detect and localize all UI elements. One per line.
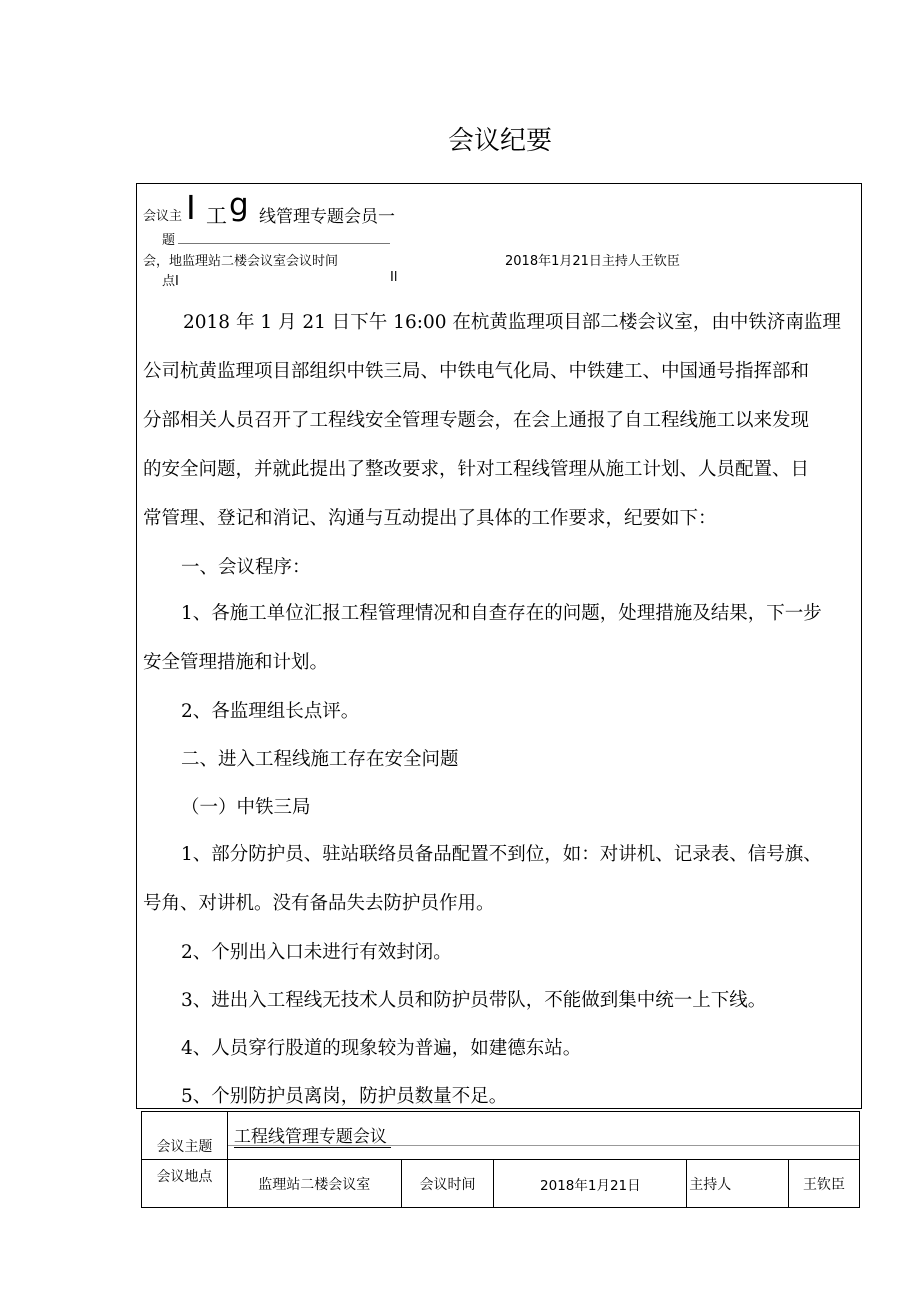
item-1 bbox=[143, 589, 863, 687]
intro-paragraph bbox=[143, 298, 863, 543]
subject-rule bbox=[228, 1145, 859, 1146]
location-label: 会，地 bbox=[143, 254, 183, 269]
issue-1-line: 1、部分防护员、驻站联络员备品配置不到位，如：对讲机、记录表、信号旗、 bbox=[181, 844, 822, 865]
section-1-heading: 一、会议程序： bbox=[181, 557, 311, 578]
subject-glyph-3: g bbox=[229, 187, 249, 223]
location-label-cell: 会议地点 bbox=[142, 1160, 228, 1208]
subject-text: 线管理专题会员一 bbox=[259, 207, 395, 227]
subject-value-cell bbox=[227, 1112, 859, 1160]
intro-line: 2018 年 1 月 21 日下午 16:00 在杭黄监理项目部二楼会议室，由中铁济南监理 bbox=[183, 312, 841, 333]
issue-2: 2、个别出入口未进行有效封闭。 bbox=[181, 942, 452, 963]
intro-line: 公司杭黄监理项目部组织中铁三局、中铁电气化局、中铁建工、中国通号指挥部和 bbox=[143, 361, 810, 382]
location-value-cell: 监理站二楼会议室 bbox=[227, 1160, 401, 1208]
table-row bbox=[142, 1160, 860, 1208]
subject-label-2: 题 bbox=[162, 233, 176, 248]
subject-glyph-1: I bbox=[186, 188, 196, 227]
intro-line: 分部相关人员召开了工程线安全管理专题会，在会上通报了自工程线施工以来发现 bbox=[143, 410, 810, 431]
host-value-cell: 王钦臣 bbox=[789, 1160, 860, 1208]
intro-line: 常管理、登记和消记、沟通与互动提出了具体的工作要求，纪要如下： bbox=[143, 508, 717, 529]
time-label-cell: 会议时间 bbox=[401, 1160, 494, 1208]
issue-3: 3、进出入工程线无技术人员和防护员带队，不能做到集中统一上下线。 bbox=[181, 990, 767, 1011]
item-2: 2、各监理组长点评。 bbox=[181, 701, 360, 722]
mark: Il bbox=[390, 270, 398, 285]
time-value-cell: 2018年1月21日 bbox=[494, 1160, 687, 1208]
item-1-line: 安全管理措施和计划。 bbox=[143, 652, 329, 673]
location-label-2: 点I bbox=[162, 274, 179, 289]
subject-underline bbox=[178, 243, 390, 244]
section-2-heading: 二、进入工程线施工存在安全问题 bbox=[181, 749, 459, 770]
subject-glyph-2: 工 bbox=[206, 204, 227, 228]
date-and-host: 2018年1月21日主持人王钦臣 bbox=[505, 254, 680, 269]
host-label-cell: 主持人 bbox=[687, 1160, 789, 1208]
page-title: 会议纪要 bbox=[447, 126, 552, 156]
intro-line: 的安全问题，并就此提出了整改要求，针对工程线管理从施工计划、人员配置、日 bbox=[143, 459, 810, 480]
issue-1 bbox=[143, 830, 863, 928]
issue-4: 4、人员穿行股道的现象较为普遍，如建德东站。 bbox=[181, 1038, 582, 1059]
subsection-1-heading: （一）中铁三局 bbox=[181, 797, 311, 818]
location-and-time: 监理站二楼会议室会议时间 bbox=[182, 254, 339, 269]
subject-label-cell: 会议主题 bbox=[142, 1112, 228, 1160]
issue-5: 5、个别防护员离岗，防护员数量不足。 bbox=[181, 1086, 508, 1107]
issue-1-line: 号角、对讲机。没有备品失去防护员作用。 bbox=[143, 893, 495, 914]
item-1-line: 1、各施工单位汇报工程管理情况和自查存在的问题，处理措施及结果，下一步 bbox=[181, 603, 822, 624]
meeting-info-table bbox=[141, 1111, 860, 1208]
subject-label: 会议主 bbox=[143, 209, 183, 224]
subject-value: 工程线管理专题会议 bbox=[234, 1122, 391, 1148]
table-row bbox=[142, 1112, 860, 1160]
